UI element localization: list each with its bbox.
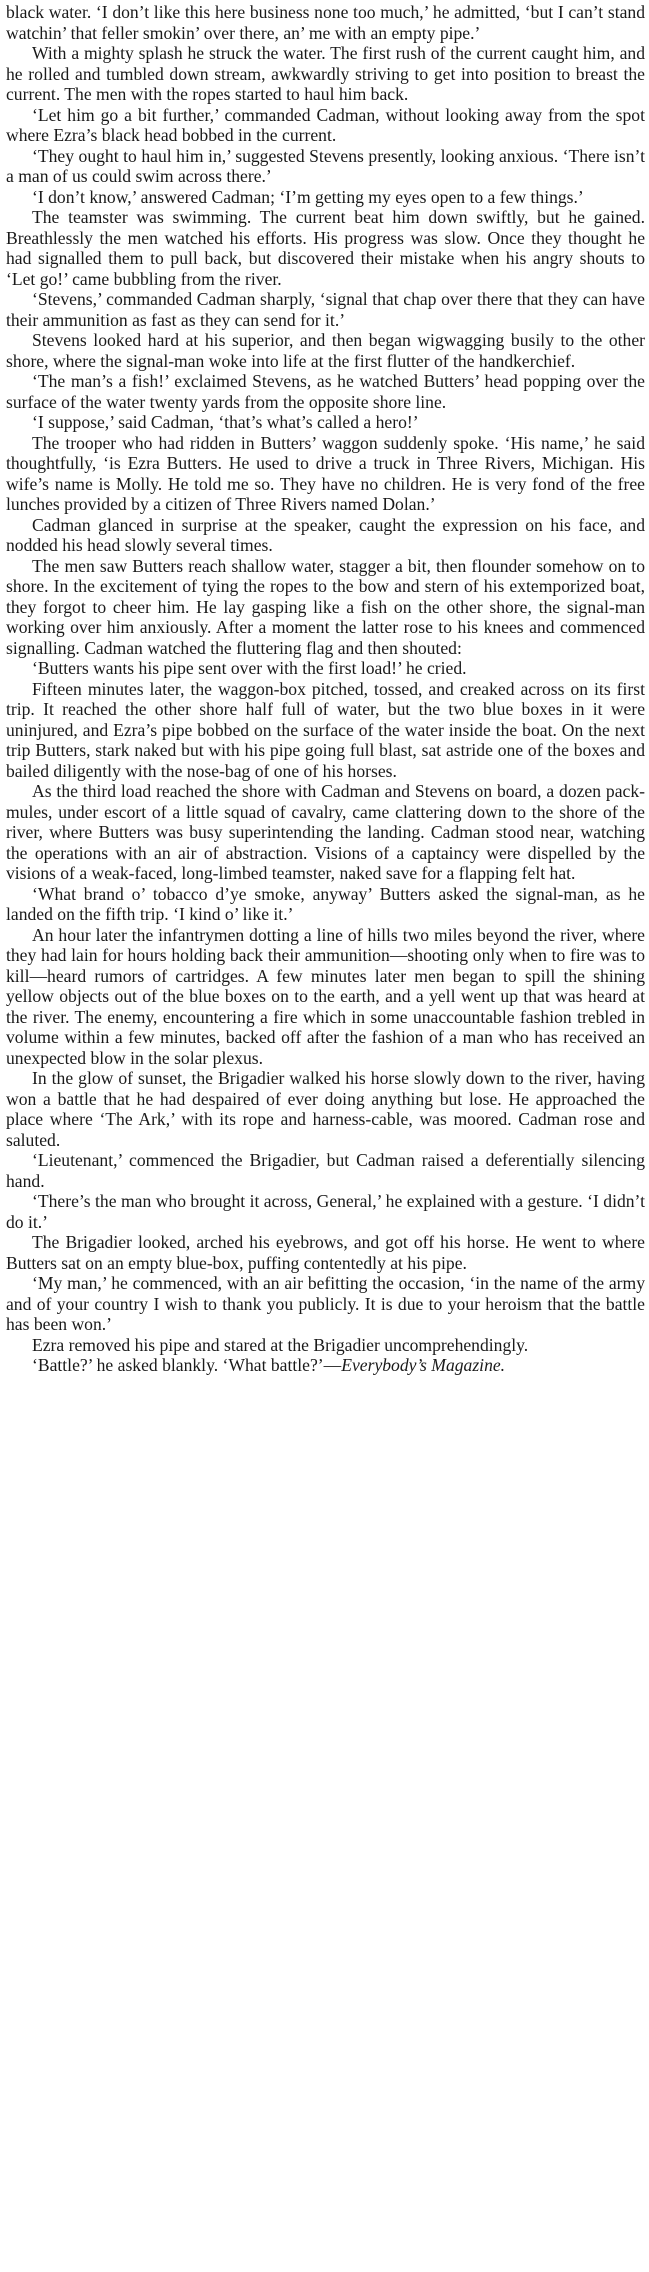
article-paragraph: ‘Let him go a bit further,’ commanded Cadman, without looking away from the spot where Ezra’s black head bobbed in the current. bbox=[6, 104, 645, 145]
article-paragraph: Stevens looked hard at his superior, and then began wigwagging busily to the other shore, where the signal-man woke into life at the first flutter of the handkerchief. bbox=[6, 330, 645, 371]
article-paragraph: With a mighty splash he struck the water. The first rush of the current caught him, and he rolled and tumbled down stream, awkwardly striving to get into position to breast the current. The men with the ropes started to haul him back. bbox=[6, 43, 645, 104]
source-attribution: Everybody’s Magazine. bbox=[341, 1355, 506, 1375]
article-paragraph: The men saw Butters reach shallow water, stagger a bit, then flounder somehow on to shore. In the excitement of tying the ropes to the bow and stern of his extemporized boat, they forgot to cheer him. He lay gasping like a fish on the other shore, the signal-man working over him anxiously. After a moment the latter rose to his knees and commenced signalling. Cadman watched the fluttering flag and then shouted: bbox=[6, 555, 645, 658]
article-paragraph: Ezra removed his pipe and stared at the Brigadier uncomprehendingly. bbox=[32, 1334, 529, 1355]
final-paragraph-text: ‘Battle?’ he asked blankly. ‘What battle?’— bbox=[32, 1355, 342, 1375]
article-paragraph: As the third load reached the shore with Cadman and Stevens on board, a dozen pack-mules, under escort of a little squad of cavalry, came clattering down to the shore of the river, where Butters was busy superintending the landing. Cadman stood near, watching the operations with an air of abstraction. Visions of a captaincy were dispelled by the visions of a weak-faced, long-limbed teamster, naked save for a flapping felt hat. bbox=[6, 781, 645, 883]
article-paragraph-final bbox=[6, 1355, 645, 1376]
article-paragraph: ‘Stevens,’ commanded Cadman sharply, ‘signal that chap over there that they can have their ammunition as fast as they can send for it.’ bbox=[6, 289, 645, 330]
article-paragraph: ‘I suppose,’ said Cadman, ‘that’s what’s called a hero!’ bbox=[32, 412, 419, 432]
article-paragraph: The teamster was swimming. The current beat him down swiftly, but he gained. Breathlessly the men watched his efforts. His progress was slow. Once they thought he had signalled them to pull back, but discovered their mistake when his angry shouts to ‘Let go!’ came bubbling from the river. bbox=[6, 207, 645, 289]
article-paragraph: An hour later the infantrymen dotting a line of hills two miles beyond the river, where they had lain for hours holding back their ammunition—shooting only when to fire was to kill—heard rumors of cartridges. A few minutes later men began to spill the shining yellow objects out of the blue boxes on to the earth, and a yell went up that was heard at the river. The enemy, encountering a fire which in some unaccountable fashion trebled in volume within a few minutes, backed off after the fashion of a man who has received an unexpected blow in the solar plexus. bbox=[6, 924, 645, 1068]
article-paragraph: The trooper who had ridden in Butters’ waggon suddenly spoke. ‘His name,’ he said thoughtfully, ‘is Ezra Butters. He used to drive a truck in Three Rivers, Michigan. His wife’s name is Molly. He told me so. They have no children. He is very fond of the free lunches provided by a citizen of Three Rivers named Dolan.’ bbox=[6, 432, 645, 514]
article-paragraph: ‘They ought to haul him in,’ suggested Stevens presently, looking anxious. ‘There isn’t a man of us could swim across there.’ bbox=[6, 145, 645, 186]
article-paragraph: ‘The man’s a fish!’ exclaimed Stevens, as he watched Butters’ head popping over the surface of the water twenty yards from the opposite shore line. bbox=[6, 371, 645, 412]
article-paragraph: ‘There’s the man who brought it across, General,’ he explained with a gesture. ‘I didn’t do it.’ bbox=[6, 1191, 645, 1232]
article-paragraph: Fifteen minutes later, the waggon-box pitched, tossed, and creaked across on its first trip. It reached the other shore half full of water, but the two blue boxes in it were uninjured, and Ezra’s pipe bobbed on the surface of the water inside the boat. On the next trip Butters, stark naked but with his pipe going full blast, sat astride one of the boxes and bailed diligently with the nose-bag of one of his horses. bbox=[6, 678, 645, 781]
article-paragraph: In the glow of sunset, the Brigadier walked his horse slowly down to the river, having won a battle that he had despaired of ever doing anything but lose. He approached the place where ‘The Ark,’ with its rope and harness-cable, was moored. Cadman rose and saluted. bbox=[6, 1068, 645, 1150]
article-paragraph: ‘Lieutenant,’ commenced the Brigadier, but Cadman raised a deferentially silencing hand. bbox=[6, 1150, 645, 1191]
article-paragraph: Cadman glanced in surprise at the speaker, caught the expression on his face, and nodded his head slowly several times. bbox=[6, 514, 645, 555]
article-paragraph: ‘Butters wants his pipe sent over with the first load!’ he cried. bbox=[32, 658, 467, 678]
article-paragraph: ‘I don’t know,’ answered Cadman; ‘I’m getting my eyes open to a few things.’ bbox=[32, 186, 584, 207]
article-body bbox=[6, 2, 645, 1355]
article-paragraph: black water. ‘I don’t like this here business none too much,’ he admitted, ‘but I can’t stand watchin’ that feller smokin’ over there, an’ me with an empty pipe.’ bbox=[6, 2, 645, 43]
article-paragraph: ‘What brand o’ tobacco d’ye smoke, anyway’ Butters asked the signal-man, as he landed on the fifth trip. ‘I kind o’ like it.’ bbox=[6, 883, 645, 924]
article-paragraph: The Brigadier looked, arched his eyebrows, and got off his horse. He went to where Butters sat on an empty blue-box, puffing contentedly at his pipe. bbox=[6, 1232, 645, 1273]
article-paragraph: ‘My man,’ he commenced, with an air befitting the occasion, ‘in the name of the army and of your country I wish to thank you publicly. It is due to your heroism that the battle has been won.’ bbox=[6, 1273, 645, 1334]
